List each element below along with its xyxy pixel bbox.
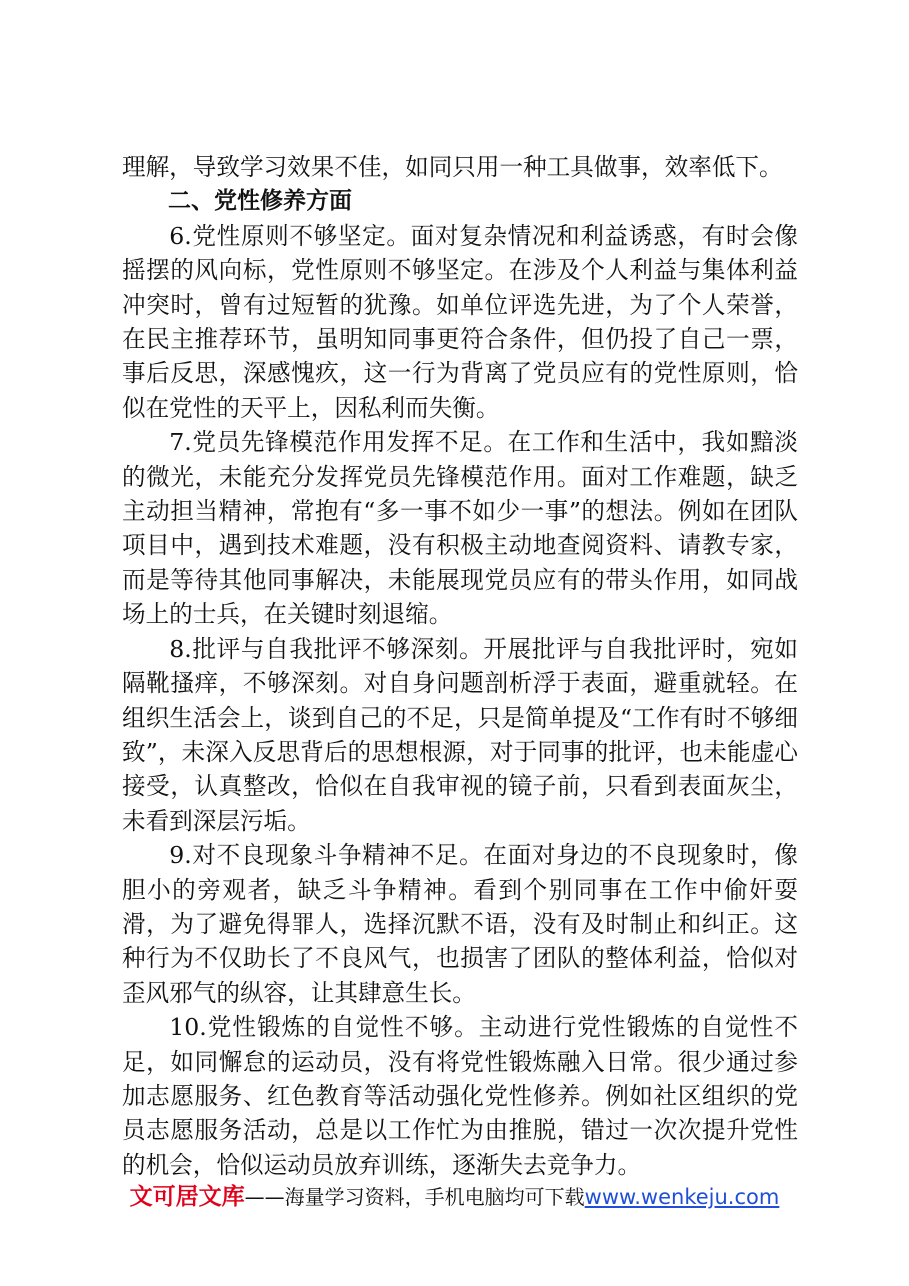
paragraph-10: 10.党性锻炼的自觉性不够。主动进行党性锻炼的自觉性不足，如同懈怠的运动员，没有将党性锻炼融入日常。很少通过参加志愿服务、红色教育等活动强化党性修养。例如社区组织的党员志愿服务活动，总是以工作忙为由推脱，错过一次次提升党性的机会，恰似运动员放弃训练，逐渐失去竞争力。: [122, 1013, 798, 1179]
footer-brand: 文可居文库: [129, 1184, 245, 1210]
paragraph-7: 7.党员先锋模范作用发挥不足。在工作和生活中，我如黯淡的微光，未能充分发挥党员先锋模范作用。面对工作难题，缺乏主动担当精神，常抱有“多一事不如少一事”的想法。例如在团队项目中，遇到技术难题，没有积极主动地查阅资料、请教专家，而是等待其他同事解决，未能展现党员应有的带头作用，如同战场上的士兵，在关键时刻退缩。: [122, 428, 798, 629]
document-body: [122, 150, 798, 1182]
footer-banner: [0, 1183, 909, 1211]
footer-slogan: ——海量学习资料，手机电脑均可下载: [244, 1185, 585, 1209]
footer-site-link[interactable]: www.wenkeju.com: [584, 1185, 780, 1209]
paragraph-6: 6.党性原则不够坚定。面对复杂情况和利益诱惑，有时会像摇摆的风向标，党性原则不够坚定。在涉及个人利益与集体利益冲突时，曾有过短暂的犹豫。如单位评选先进，为了个人荣誉，在民主推荐环节，虽明知同事更符合条件，但仍投了自己一票，事后反思，深感愧疚，这一行为背离了党员应有的党性原则，恰似在党性的天平上，因私利而失衡。: [122, 221, 798, 422]
section-heading: 二、党性修养方面: [168, 188, 352, 215]
lead-paragraph: 理解，导致学习效果不佳，如同只用一种工具做事，效率低下。: [122, 153, 783, 181]
paragraph-8: 8.批评与自我批评不够深刻。开展批评与自我批评时，宛如隔靴搔痒，不够深刻。对自身问题剖析浮于表面，避重就轻。在组织生活会上，谈到自己的不足，只是简单提及“工作有时不够细致”，未深入反思背后的思想根源，对于同事的批评，也未能虚心接受，认真整改，恰似在自我审视的镜子前，只看到表面灰尘，未看到深层污垢。: [122, 634, 798, 835]
paragraph-9: 9.对不良现象斗争精神不足。在面对身边的不良现象时，像胆小的旁观者，缺乏斗争精神。看到个别同事在工作中偷奸耍滑，为了避免得罪人，选择沉默不语，没有及时制止和纠正。这种行为不仅助长了不良风气，也损害了团队的整体利益，恰似对歪风邪气的纵容，让其肆意生长。: [122, 841, 798, 1007]
